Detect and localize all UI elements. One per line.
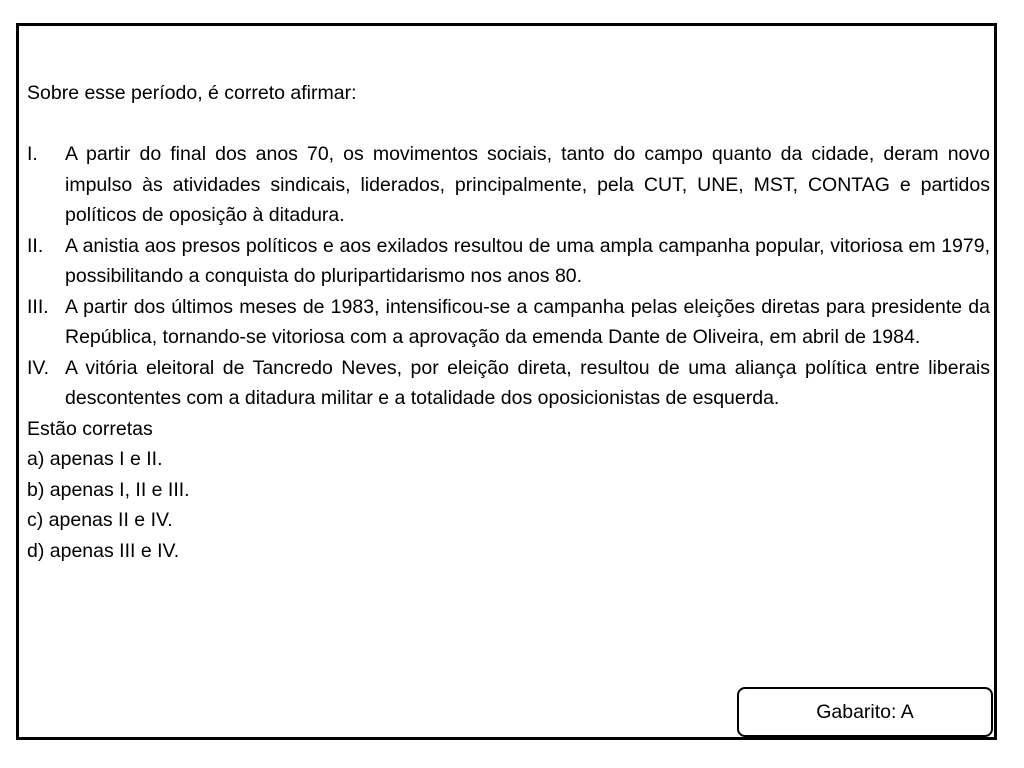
answer-options — [27, 444, 990, 566]
statement-item — [27, 231, 990, 292]
statement-number: III. — [27, 295, 49, 318]
intro-text: Sobre esse período, é correto afirmar: — [27, 82, 357, 104]
statement-list — [27, 139, 990, 414]
question-prompt: Estão corretas — [27, 417, 153, 440]
option-c: c) apenas II e IV. — [27, 509, 173, 531]
option-d: d) apenas III e IV. — [27, 539, 180, 562]
statement-text: A partir dos últimos meses de 1983, intensificou-se a campanha pelas eleições diretas para presidente da República, tornando-se vitoriosa com a aprovação da emenda Dante de Oliveira, em abril de 1984. — [65, 295, 990, 348]
statement-text: A vitória eleitoral de Tancredo Neves, por eleição direta, resultou de uma aliança política entre liberais descontentes com a ditadura militar e a totalidade dos oposicionistas de esquerda. — [65, 356, 990, 409]
statement-number: II. — [27, 234, 44, 257]
answer-key-text: Gabarito: A — [816, 700, 914, 723]
statement-number: I. — [27, 143, 38, 165]
statement-item — [27, 139, 990, 231]
option-b: b) apenas I, II e III. — [27, 478, 190, 501]
statement-item — [27, 292, 990, 353]
statement-text: A partir do final dos anos 70, os movimentos sociais, tanto do campo quanto da cidade, deram novo impulso às atividades sindicais, liderados, principalmente, pela CUT, UNE, MST, CONTAG e partidos políticos de oposição à ditadura. — [65, 143, 990, 226]
answer-key-box — [737, 687, 993, 737]
statement-item — [27, 353, 990, 414]
question-content — [27, 78, 990, 566]
statement-text: A anistia aos presos políticos e aos exilados resultou de uma ampla campanha popular, vitoriosa em 1979, possibilitando a conquista do pluripartidarismo nos anos 80. — [65, 234, 990, 287]
option-a: a) apenas I e II. — [27, 448, 163, 470]
statement-number: IV. — [27, 356, 50, 379]
